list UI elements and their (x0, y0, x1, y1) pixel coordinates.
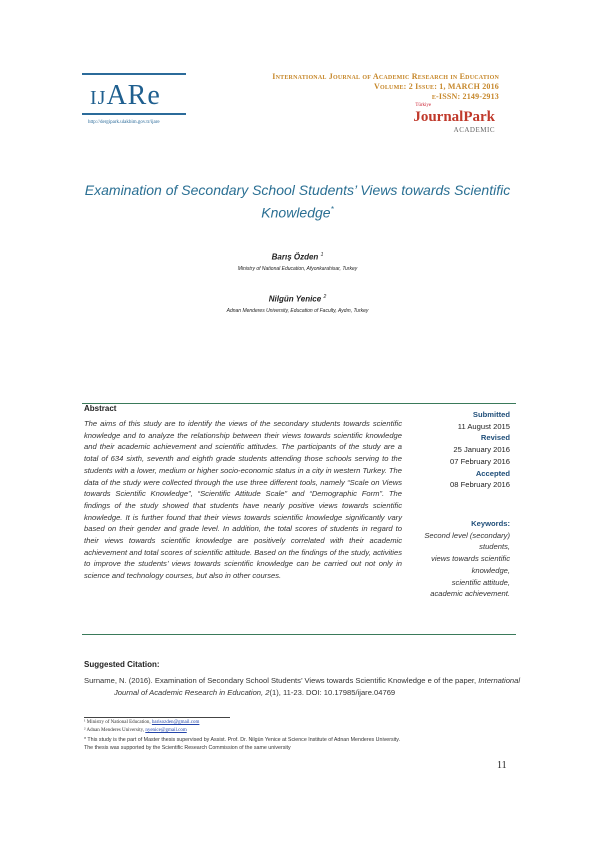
logo-top-rule (82, 73, 186, 75)
abstract-top-rule (82, 403, 516, 404)
revised-date-1: 25 January 2016 (453, 445, 510, 455)
affiliation-2: Adnan Menderes University, Education of Faculty, Aydın, Turkey (226, 308, 369, 314)
keywords-block (400, 518, 510, 600)
publisher-logo: Türkiye JournalPark ACADEMIC (413, 103, 495, 134)
keywords-label: Keywords: (471, 519, 510, 528)
volume-issue: Volume: 2 Issue: 1, MARCH 2016 (374, 82, 499, 91)
keyword-line: knowledge, (471, 565, 510, 575)
footnote-3-line-1: * This study is the part of Master thesis supervised by Assist. Prof. Dr. Nilgün Yenice at Science Institute of Adnan Menderes University. (84, 737, 401, 743)
author-2: Nilgün Yenice $^2$ (268, 294, 327, 304)
revised-date-2: 07 February 2016 (450, 456, 510, 466)
citation-heading: Suggested Citation: (84, 660, 160, 669)
submitted-label: Submitted (472, 410, 510, 419)
abstract-text: The aims of this study are to identify the views of the secondary students towards scientific knowledge and to analyze the relationship between their views towards scientific knowledge and their academic achievement and scientific attitudes. The participants of the study are a total of 634 sixth, seventh and eighth grade students attending those schools serving to the students with a lower, medium or higher socio-economic status in a city in western Turkey. The data of the study were collected through the use three different tools, namely “Scale on Views towards Scientific Knowledge”, “Scientific Attitude Scale” and “Demographic Form”. The findings of the study showed that students have nearly positive views towards scientific knowledge. It is further found that their views towards scientific knowledge significantly vary based on their gender and grade level. In addition, the total scores of students in regard to their views towards scientific knowledge are positively correlated with their academic achievement and total scores of scientific attitude. Based on the findings of the study, activities to improve the students’ views towards scientific knowledge can be carried out not only in science and technology courses, but also in other courses. (84, 419, 402, 581)
author-1-email[interactable]: barisozden@gmail.com (151, 720, 200, 725)
journal-name: International Journal of Academic Research in Education (272, 72, 499, 81)
keyword-line: Second level (secondary) (424, 530, 510, 540)
journal-logo: IJARe (90, 80, 161, 111)
eissn: e-ISSN: 2149-2913 (431, 92, 499, 101)
affiliation-1: Ministry of National Education, Afyonkarahisar, Turkey (237, 266, 358, 272)
abstract-bottom-rule (82, 634, 516, 635)
author-1: Barış Özden $^1$ (271, 252, 324, 262)
citation-text: Surname, N. (2016). Examination of Secondary School Students’ Views towards Scientific Knowledge e of the paper, International Journal of Academic Research in Education, 2(1), 11-23. DOI: 10.17985/ijare.04769 (84, 676, 521, 697)
footnote-rule (84, 717, 230, 718)
revised-label: Revised (480, 433, 510, 443)
footnote-3-line-2: The thesis was supported by the Scientific Research Commission of the same university (84, 745, 291, 751)
submitted-date: 11 August 2015 (457, 421, 510, 431)
paper-title: Examination of Secondary School Students’ Views towards Scientific Knowledge* (84, 182, 511, 221)
author-2-email[interactable]: nyenice@gmail.com (145, 728, 187, 733)
journal-header-block (272, 72, 499, 102)
journal-url[interactable]: http://dergipark.ulakbim.gov.tr/ijare (88, 120, 160, 125)
accepted-label: Accepted (475, 468, 510, 478)
dates-block (400, 409, 510, 491)
abstract-heading: Abstract (84, 404, 117, 413)
keyword-line: academic achievement. (430, 589, 510, 599)
logo-bottom-rule (82, 113, 186, 115)
keyword-line: scientific attitude, (451, 577, 510, 587)
keyword-line: views towards scientific (431, 554, 510, 564)
page-number: 11 (497, 760, 507, 771)
footnote-2: ² Adnan Menderes University, nyenice@gmail.com (84, 728, 187, 733)
footnote-1: ¹ Ministry of National Education, barisozden@gmail.com (84, 720, 200, 725)
keyword-line: students, (479, 542, 510, 552)
accepted-date: 08 February 2016 (450, 480, 510, 490)
